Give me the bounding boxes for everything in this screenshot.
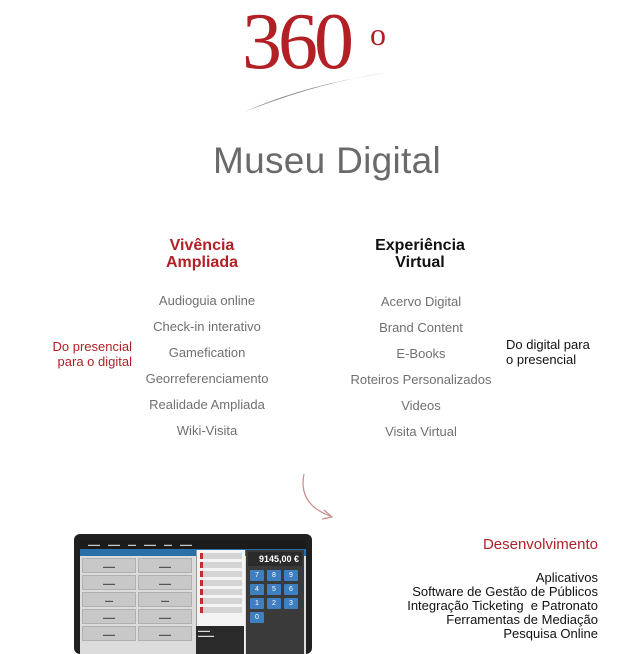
list-item: Visita Virtual: [385, 424, 457, 439]
keypad-key: 4: [250, 584, 264, 595]
screen-ticket-list: ▬▬▬ ▬▬▬ ▬▬▬ ▬▬▬ ▬▬ ▬▬ ▬▬▬ ▬▬▬ ▬▬▬ ▬▬▬: [82, 558, 192, 654]
list-item: Realidade Ampliada: [149, 397, 265, 412]
list-item: Roteiros Personalizados: [350, 372, 492, 387]
logo-text: 360: [242, 0, 350, 86]
development-title: Desenvolvimento: [482, 536, 598, 553]
list-item: Audioguia online: [158, 293, 256, 308]
keypad-key: 5: [267, 584, 281, 595]
side-label-presencial-digital: Do presencial para o digital: [52, 339, 132, 369]
screen-total-bar: ▬▬▬ ▬▬▬▬: [196, 626, 244, 654]
keypad-key: 6: [284, 584, 298, 595]
keypad-key: 1: [250, 598, 264, 609]
keypad-key: 9: [284, 570, 298, 581]
list-item: Brand Content: [379, 320, 463, 335]
list-item: Integração Ticketing e Patronato: [407, 598, 598, 613]
keypad-key: 8: [267, 570, 281, 581]
side-label-digital-presencial: Do digital para o presencial: [506, 337, 590, 367]
pos-device-mockup: [74, 534, 312, 654]
list-item: Pesquisa Online: [503, 626, 598, 641]
device-screen: [80, 540, 306, 654]
list-item: Software de Gestão de Públicos: [412, 584, 598, 599]
development-list: [340, 571, 598, 641]
page-title: Museu Digital: [212, 140, 442, 181]
list-item: Check-in interativo: [153, 319, 261, 334]
list-item: Acervo Digital: [380, 294, 462, 309]
logo-360: [236, 2, 406, 120]
list-item: E-Books: [396, 346, 446, 361]
keypad-key: 2: [267, 598, 281, 609]
list-item: Georreferenciamento: [145, 371, 269, 386]
list-item: Gamefication: [168, 345, 246, 360]
keypad-key: 7: [250, 570, 264, 581]
list-item: Aplicativos: [535, 570, 598, 585]
list-item: Videos: [401, 398, 441, 413]
list-item: Ferramentas de Mediação: [446, 612, 598, 627]
heading-vivencia-ampliada: Vivência Ampliada: [165, 237, 238, 271]
curved-arrow-icon: [292, 470, 342, 524]
list-item: Wiki-Visita: [176, 423, 238, 438]
screen-menu-bar: ▬▬▬ ▬▬▬ ▬▬ ▬▬▬ ▬▬ ▬▬▬: [80, 540, 306, 549]
screen-amount-display: 9145,00 €: [248, 552, 302, 566]
keypad-key: 0: [250, 612, 264, 623]
logo-swoosh-icon: [236, 2, 406, 120]
screen-keypad: [246, 550, 304, 654]
keypad-key: 3: [284, 598, 298, 609]
logo-degree-symbol: o: [370, 16, 386, 52]
heading-experiencia-virtual: Experiência Virtual: [375, 237, 465, 271]
